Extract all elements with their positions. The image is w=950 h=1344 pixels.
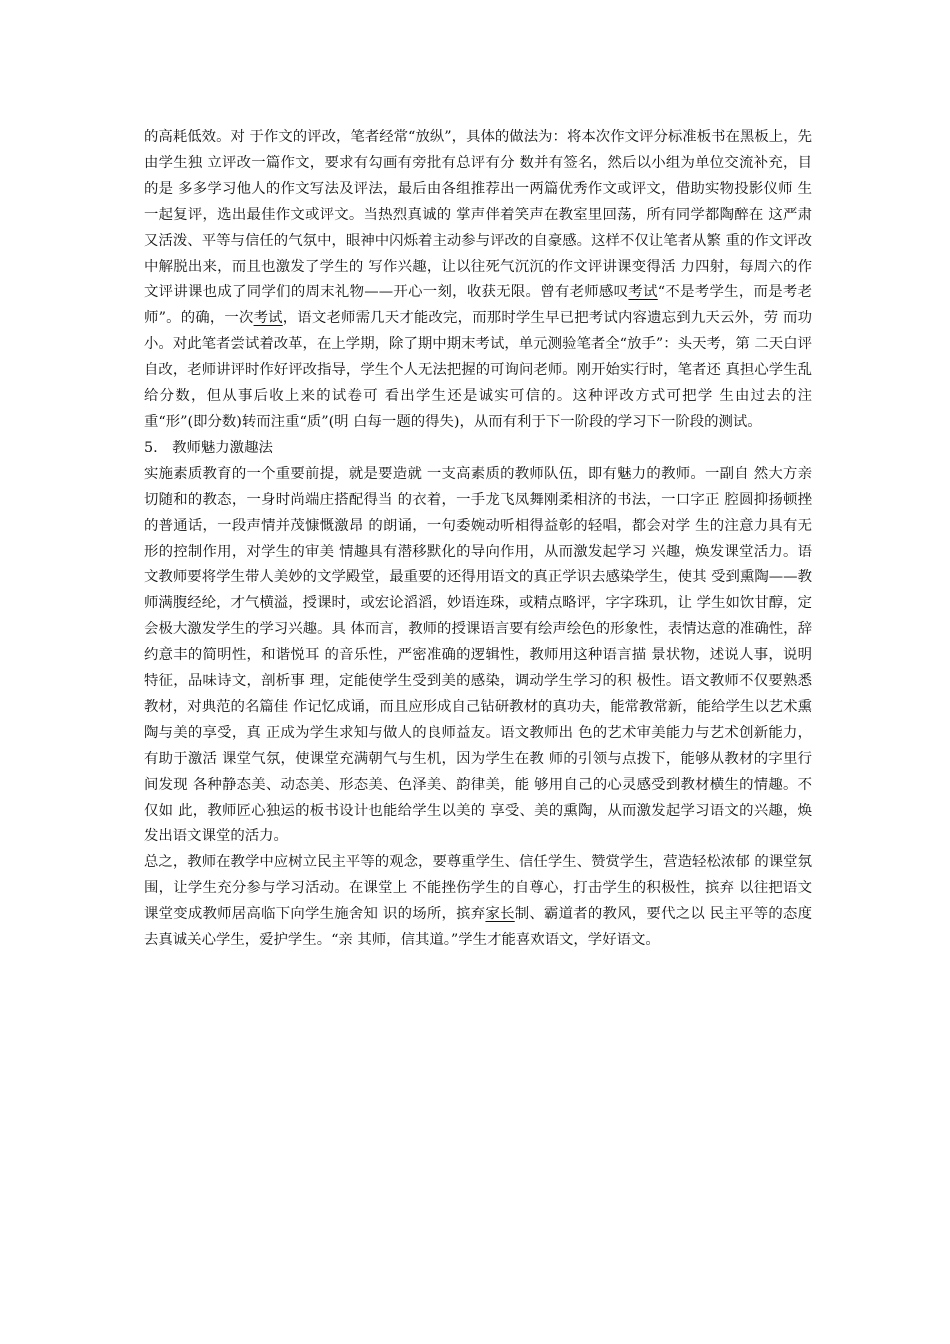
paragraph-text: 总之，教师在教学中应树立民主平等的观念，要尊重学生、信任学生、赞赏学生，营造轻松浓郁 的课堂氛围，让学生充分参与学习活动。在课堂上 不能挫伤学生的自尊心，打击学生的积极性，摈弃 以往把语文课堂变成教师居高临下向学生施舍知 识的场所，摈弃 (144, 854, 812, 923)
exam-link[interactable]: 考试 (628, 284, 658, 301)
paragraph-text: “不是考学生，而是考老师”。的确，一次 (144, 284, 812, 327)
exam-link[interactable]: 考试 (253, 310, 283, 327)
paragraph-text: ，语文老师需几天才能改完，而那时学生早已把考试内容遗忘到九天云外，劳 而功小。对此笔者尝试着改革，在上学期，除了期中期末考试，单元测验笔者全“放手”：头天考，第 二天白评自改，老师讲评时作好评改指导，学生个人无法把握的可询问老师。刚开始实行时，笔者还 真担心学生乱给分数，但从事后收上来的试卷可 看出学生还是诚实可信的。这种评改方式可把学 生由过去的注重“形”(即分数)转而注重“质”(明 白每一题的得失)，从而有利于下一阶段的学习下一阶段的测试。 (144, 310, 813, 430)
document-body (144, 125, 812, 954)
paragraph-text: 的高耗低效。对 于作文的评改，笔者经常“放纵”，具体的做法为：将本次作文评分标准板书在黑板上，先由学生独 立评改一篇作文，要求有勾画有旁批有总评有分 数并有签名，然后以小组为单位交流补充，目的是 多多学习他人的作文写法及评法，最后由各组推荐出一两篇优秀作文或评文，借助实物投影仪师 生一起复评，选出最佳作文或评文。当热烈真诚的 掌声伴着笑声在教室里回荡，所有同学都陶醉在 这严肃又活泼、平等与信任的气氛中，眼神中闪烁着主动参与评改的自豪感。这样不仅让笔者从繁 重的作文评改中解脱出来，而且也激发了学生的 写作兴趣，让以往死气沉沉的作文评讲课变得活 力四射，每周六的作文评讲课也成了同学们的周末礼物——开心一刻，收获无限。曾有老师感叹 (144, 129, 812, 301)
paragraph-text: 制、霸道者的教风，要代之以 民主平等的态度去真诚关心学生，爱护学生。“亲 其师，信其道。”学生才能喜欢语文，学好语文。 (144, 906, 812, 949)
paragraph-essay-grading (144, 125, 812, 436)
paragraph-teacher-charm: 实施素质教育的一个重要前提，就是要造就 一支高素质的教师队伍，即有魅力的教师。一副自 然大方亲切随和的教态，一身时尚端庄搭配得当 的衣着，一手龙飞凤舞刚柔相济的书法，一口字正 腔圆抑扬顿挫的普通话，一段声情并茂慷慨激昂 的朗诵，一句委婉动听相得益彰的轻唱，都会对学 生的注意力具有无形的控制作用，对学生的审美 情趣具有潜移默化的导向作用，从而激发起学习 兴趣，焕发课堂活力。语文教师要将学生带人美妙的文学殿堂，最重要的还得用语文的真正学识去感染学生，使其 受到熏陶——教师满腹经纶，才气横溢，授课时，或宏论滔滔，妙语连珠，或精点略评，字字珠玑，让 学生如饮甘醇，定会极大激发学生的学习兴趣。具 体而言，教师的授课语言要有绘声绘色的形象性，表情达意的准确性，辞约意丰的简明性，和谐悦耳 的音乐性，严密准确的逻辑性，教师用这种语言描 景状物，述说人事，说明特征，品味诗文，剖析事 理，定能使学生受到美的感染，调动学生学习的积 极性。语文教师不仅要熟悉教材，对典范的名篇佳 作记忆成诵，而且应形成自己钻研教材的真功夫，能常教常新，能给学生以艺术熏陶与美的享受，真 正成为学生求知与做人的良师益友。语文教师出 色的艺术审美能力与艺术创新能力，有助于激活 课堂气氛，使课堂充满朝气与生机，因为学生在教 师的引领与点拨下，能够从教材的字里行间发现 各种静态美、动态美、形态美、色泽美、韵律美，能 够用自己的心灵感受到教材横生的情趣。不仅如 此，教师匠心独运的板书设计也能给学生以美的 享受、美的熏陶，从而激发起学习语文的兴趣，焕 发出语文课堂的活力。 (144, 465, 812, 845)
section-heading: 5. 教师魅力激趣法 (144, 439, 273, 456)
parent-link[interactable]: 家长 (485, 906, 515, 923)
paragraph-conclusion (144, 850, 812, 954)
